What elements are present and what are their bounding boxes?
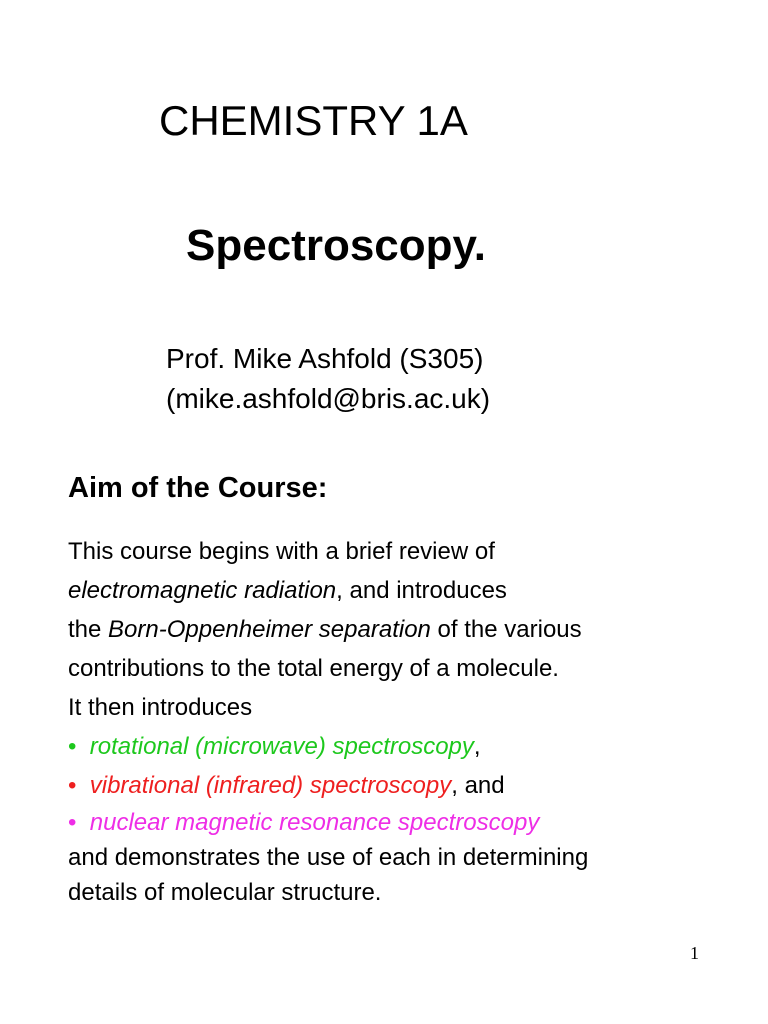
bullet-rotational-suffix: , [473,733,481,760]
body-line-5-text: It then introduces [68,694,253,721]
body-line-3 [68,610,758,649]
bullet-nmr [68,805,758,840]
bullet-marker: • [68,733,77,760]
topic-title: Spectroscopy. [186,221,486,270]
closing-line-1-text: and demonstrates the use of each in determining [68,844,589,871]
bullet-rotational-text: rotational (microwave) spectroscopy [89,733,474,760]
body-line-4-text: contributions to the total energy of a molecule. [68,655,559,682]
body-line-3-pre: the [68,616,109,643]
em-born-oppenheimer: Born-Oppenheimer separation [108,616,431,643]
aim-heading: Aim of the Course: [68,472,328,504]
body-line-1 [68,532,758,571]
closing-line-2 [68,875,758,910]
body-line-2-rest: , and introduces [336,577,507,604]
em-radiation: electromagnetic radiation [68,577,337,604]
body-line-4 [68,649,758,688]
bullet-vibrational [68,766,758,805]
bullet-vibrational-text: vibrational (infrared) spectroscopy [89,772,452,799]
body-line-2 [68,571,758,610]
bullet-marker: • [68,809,77,836]
body-line-1-text: This course begins with a brief review of [68,538,495,565]
bullet-marker: • [68,772,77,799]
lecturer-name: Prof. Mike Ashfold (S305) [166,343,484,374]
bullet-nmr-text: nuclear magnetic resonance spectroscopy [89,809,540,836]
course-title: CHEMISTRY 1A [159,97,468,144]
body-line-3-rest: of the various [430,616,582,643]
page-number: 1 [690,943,699,963]
closing-line-2-text: details of molecular structure. [68,879,382,906]
closing-line-1 [68,840,758,875]
lecturer-email: (mike.ashfold@bris.ac.uk) [166,383,491,414]
body-line-5 [68,688,758,727]
bullet-rotational [68,727,758,766]
aim-body [68,532,758,910]
bullet-vibrational-suffix: , and [451,772,505,799]
